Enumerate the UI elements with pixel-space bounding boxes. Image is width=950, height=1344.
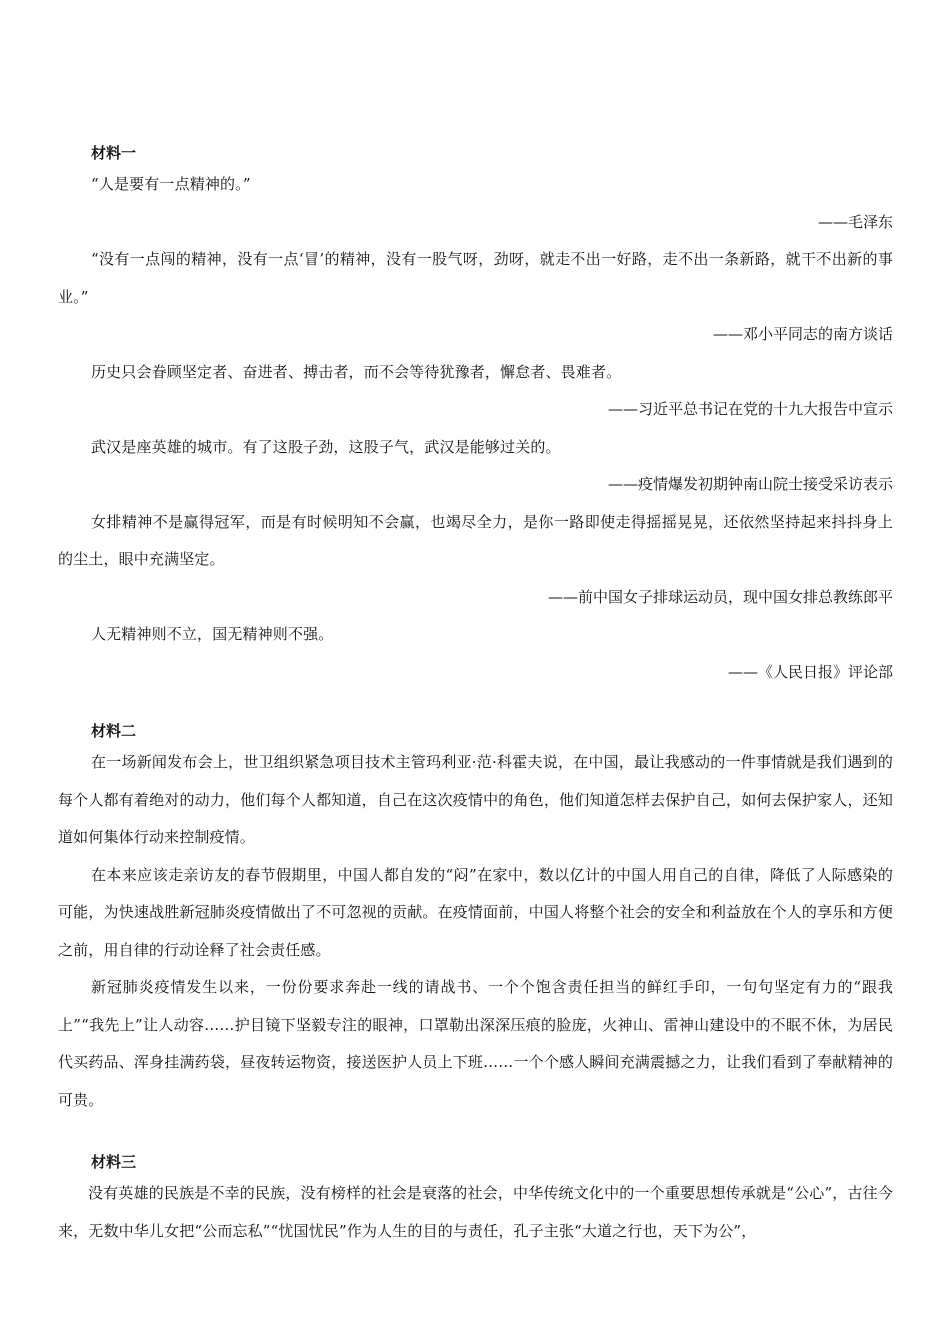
quote-source: ——习近平总书记在党的十九大报告中宣示 [607,400,893,418]
body-paragraph: 没有英雄的民族是不幸的民族，没有榜样的社会是衰落的社会，中华传统文化中的一个重要思想传承就是“公心”，古往今来，无数中华儿女把“公而忘私”“忧国忧民”作为人生的目的与责任，孔子主张“大道之行也，天下为公”， [58,1184,893,1240]
body-paragraph: 在本来应该走亲访友的春节假期里，中国人都自发的“闷”在家中，数以亿计的中国人用自己的自律，降低了人际感染的可能，为快速战胜新冠肺炎疫情做出了不可忽视的贡献。在疫情面前，中国人将整个社会的安全和利益放在个人的享乐和方便之前，用自律的行动诠释了社会责任感。 [58,865,893,959]
body-paragraph: 新冠肺炎疫情发生以来，一份份要求奔赴一线的请战书、一个个饱含责任担当的鲜红手印，一句句坚定有力的“跟我上”“我先上”让人动容……护目镜下坚毅专注的眼神，口罩勒出深深压痕的脸庞，火神山、雷神山建设中的不眠不休，为居民代买药品、浑身挂满药袋，昼夜转运物资，接送医护人员上下班……一个个感人瞬间充满震撼之力，让我们看到了奉献精神的可贵。 [58,978,893,1109]
material-three-title: 材料三 [91,1153,137,1171]
quote-source: ——《人民日报》评论部 [727,662,893,681]
section-spacer [58,1119,893,1149]
material-one-title: 材料一 [91,144,137,162]
quote-text: 女排精神不是赢得冠军，而是有时候明知不会赢，也竭尽全力，是你一路即使走得摇摇晃晃，还依然坚持起来抖抖身上的尘土，眼中充满坚定。 [58,512,893,568]
quote-source: ——毛泽东 [817,212,893,231]
material-three-section [58,1149,893,1250]
material-two-title: 材料二 [91,722,137,740]
document-page [58,140,893,1250]
material-two-section [58,718,893,1119]
quote-text: “人是要有一点精神的。” [91,175,251,193]
body-paragraph: 在一场新闻发布会上，世卫组织紧急项目技术主管玛利亚·范·科霍夫说，在中国，最让我感动的一件事情就是我们遇到的每个人都有着绝对的动力，他们每个人都知道，自己在这次疫情中的角色，他们知道怎样去保护自己，如何去保护家人，还知道如何集体行动来控制疫情。 [58,753,893,846]
quote-source: ——前中国女子排球运动员，现中国女排总教练郎平 [547,587,893,606]
quote-text: 人无精神则不立，国无精神则不强。 [91,625,334,643]
quote-source: ——邓小平同志的南方谈话 [712,325,893,343]
quote-text: 历史只会眷顾坚定者、奋进者、搏击者，而不会等待犹豫者，懈怠者、畏难者。 [91,362,622,381]
quote-text: 武汉是座英雄的城市。有了这股子劲，这股子气，武汉是能够过关的。 [91,437,561,456]
quote-text: “没有一点闯的精神，没有一点‘冒’的精神，没有一股气呀，劲呀，就走不出一好路，走不出一条新路，就干不出新的事业。” [58,250,893,306]
quote-source: ——疫情爆发初期钟南山院士接受采访表示 [607,475,893,493]
material-one-section [58,140,893,691]
section-spacer [58,691,893,718]
